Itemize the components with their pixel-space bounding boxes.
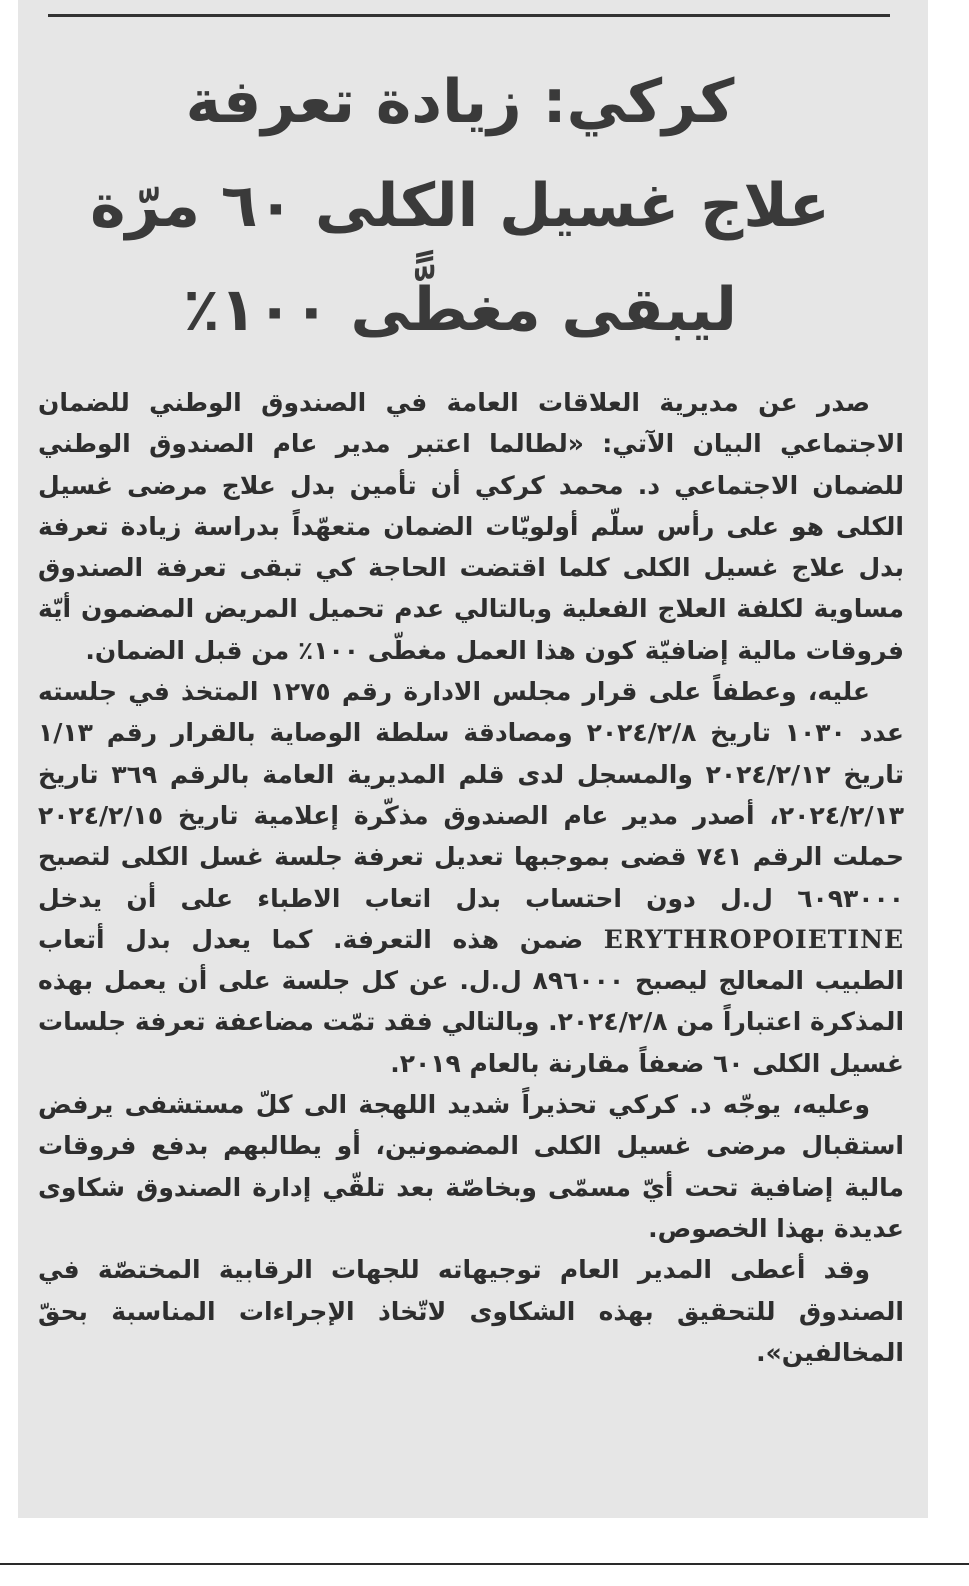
article-body xyxy=(38,382,904,1373)
top-rule-divider xyxy=(48,14,890,17)
drug-name-erythropoietine: ERYTHROPOIETINE xyxy=(603,924,904,954)
paragraph-3: وعليه، يوجّه د. كركي تحذيراً شديد اللهجة الى كلّ مستشفى يرفض استقبال مرضى غسيل الكلى المضمونين، أو يطالبهم بدفع فروقات مالية إضافية تحت أيّ مسمّى وبخاصّة بعد تلقّي إدارة الصندوق شكاوى عديدة بهذا الخصوص. xyxy=(38,1090,904,1243)
paragraph-1: صدر عن مديرية العلاقات العامة في الصندوق الوطني للضمان الاجتماعي البيان الآتي: «لطالما اعتبر مدير عام الصندوق الوطني للضمان الاجتماعي د. محمد كركي أن تأمين بدل علاج مرضى غسيل الكلى هو على رأس سلّم أولويّات الضمان متعهّداً بدراسة زيادة تعرفة بدل علاج غسيل الكلى كلما اقتضت الحاجة كي تبقى تعرفة الصندوق مساوية لكلفة العلاج الفعلية وبالتالي عدم تحميل المريض المضمون أيّة فروقات مالية إضافيّة كون هذا العمل مغطّى ١٠٠٪ من قبل الضمان. xyxy=(38,388,904,665)
paragraph-2-part-1: عليه، وعطفاً على قرار مجلس الادارة رقم ١٢٧٥ المتخذ في جلسته عدد ١٠٣٠ تاريخ ٢٠٢٤/٢/٨ ومصادقة سلطة الوصاية بالقرار رقم ١/١٣ تاريخ ٢٠٢٤/٢/١٢ والمسجل لدى قلم المديرية العامة بالرقم ٣٦٩ تاريخ ٢٠٢٤/٢/١٣، أصدر مدير عام الصندوق مذكّرة إعلامية تاريخ ٢٠٢٤/٢/١٥ حملت الرقم ٧٤١ قضى بموجبها تعديل تعرفة جلسة غسل الكلى لتصبح ٦٠٩٣٠٠٠ ل.ل دون احتساب بدل اتعاب الاطباء على أن يدخل xyxy=(38,677,904,913)
paragraph-2-part-2: ضمن هذه التعرفة. كما يعدل بدل أتعاب الطبيب المعالج ليصبح ٨٩٦٠٠٠ ل.ل. عن كل جلسة على أن يعمل بهذه المذكرة اعتباراً من ٢٠٢٤/٢/٨. وبالتالي فقد تمّت مضاعفة تعرفة جلسات غسيل الكلى ٦٠ ضعفاً مقارنة بالعام ٢٠١٩. xyxy=(38,924,905,1078)
headline-line-1: كركي: زيادة تعرفة xyxy=(185,67,735,137)
paragraph-4: وقد أعطى المدير العام توجيهاته للجهات الرقابية المختصّة في الصندوق للتحقيق بهذه الشكاوى لاتّخاذ الإجراءات المناسبة بحقّ المخالفين». xyxy=(38,1255,904,1367)
bottom-rule-divider xyxy=(0,1563,969,1565)
article-headline xyxy=(60,50,860,362)
paragraph-2 xyxy=(38,671,904,1084)
headline-line-2: علاج غسيل الكلى ٦٠ مرّة xyxy=(90,171,830,241)
headline-line-3: ليبقى مغطًّى ١٠٠٪ xyxy=(183,275,737,345)
